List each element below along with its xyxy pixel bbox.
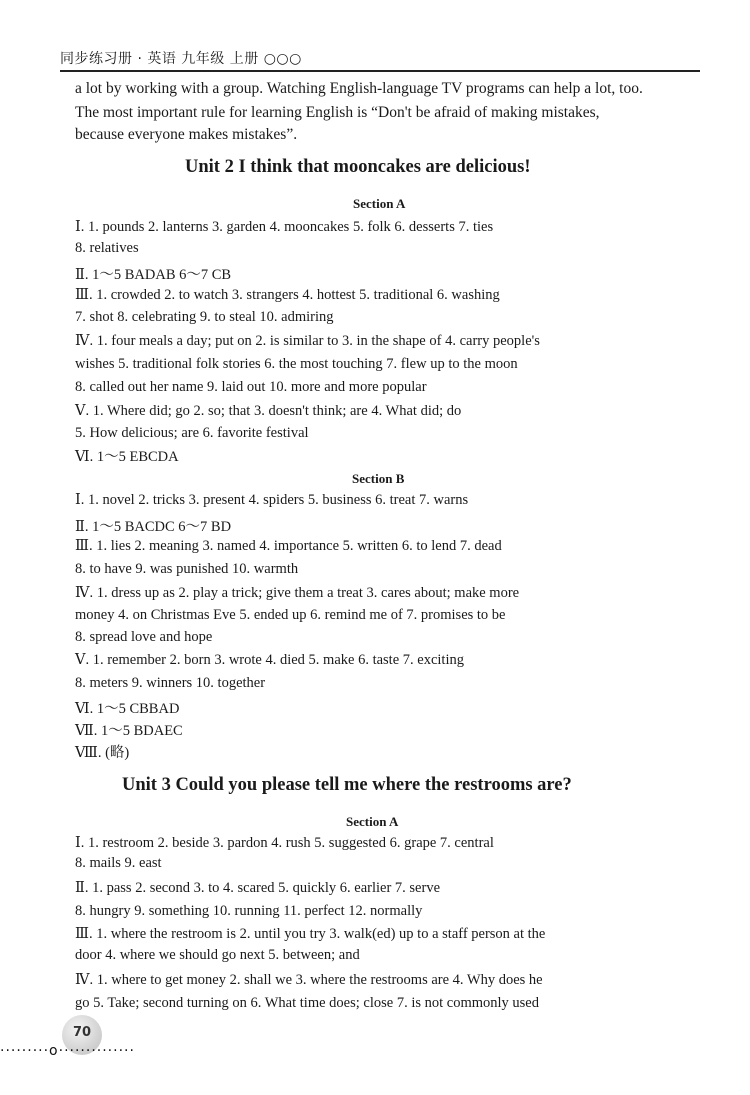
answer-line: 8. to have 9. was punished 10. warmth xyxy=(75,561,299,577)
book-title: 同步练习册 · 英语 九年级 上册 ○○○ xyxy=(60,51,302,67)
answer-line: 5. How delicious; are 6. favorite festival xyxy=(75,425,309,441)
answer-line: Ⅳ. 1. four meals a day; put on 2. is similar to 3. in the shape of 4. carry people's xyxy=(75,333,540,349)
answer-line: Ⅰ. 1. pounds 2. lanterns 3. garden 4. mooncakes 5. folk 6. desserts 7. ties xyxy=(75,219,494,235)
answer-line: Ⅰ. 1. restroom 2. beside 3. pardon 4. rush 5. suggested 6. grape 7. central xyxy=(75,835,494,851)
running-header xyxy=(60,48,700,72)
answer-line: Ⅳ. 1. where to get money 2. shall we 3. where the restrooms are 4. Why does he xyxy=(75,972,543,988)
unit-3-title: Unit 3 Could you please tell me where the restrooms are? xyxy=(122,775,572,795)
text-line: a lot by working with a group. Watching English-language TV programs can help a lot, too. xyxy=(75,80,643,97)
unit-2-section-a-title: Section A xyxy=(353,196,406,211)
answer-line: wishes 5. traditional folk stories 6. the most touching 7. flew up to the moon xyxy=(75,356,518,372)
answer-line: door 4. where we should go next 5. between; and xyxy=(75,947,360,963)
page-number: 70 xyxy=(72,1025,92,1040)
answer-line: Ⅲ. 1. lies 2. meaning 3. named 4. importance 5. written 6. to lend 7. dead xyxy=(75,538,502,554)
unit-2-title: Unit 2 I think that mooncakes are delicious! xyxy=(185,157,531,177)
answer-line: 8. mails 9. east xyxy=(75,855,162,871)
page-footer xyxy=(0,1015,220,1065)
text-line: because everyone makes mistakes”. xyxy=(75,126,298,143)
answer-line: Ⅳ. 1. dress up as 2. play a trick; give them a treat 3. cares about; make more xyxy=(75,585,520,601)
answer-line: Ⅵ. 1～5 CBBAD xyxy=(75,701,180,717)
answer-line: Ⅶ. 1～5 BDAEC xyxy=(75,723,183,739)
answer-line: Ⅵ. 1～5 EBCDA xyxy=(75,449,179,465)
footer-dots: ·········o·············· xyxy=(0,1043,135,1059)
answer-line: Ⅴ. 1. Where did; go 2. so; that 3. doesn't think; are 4. What did; do xyxy=(75,403,462,419)
answer-line: Ⅴ. 1. remember 2. born 3. wrote 4. died 5. make 6. taste 7. exciting xyxy=(75,652,464,668)
header-rule xyxy=(60,70,700,72)
answer-line: Ⅱ. 1～5 BADAB 6～7 CB xyxy=(75,267,232,283)
answer-line: 8. relatives xyxy=(75,240,139,256)
answer-line: 8. hungry 9. something 10. running 11. perfect 12. normally xyxy=(75,903,423,919)
answer-line: Ⅱ. 1～5 BACDC 6～7 BD xyxy=(75,519,232,535)
answer-line: Ⅲ. 1. where the restroom is 2. until you try 3. walk(ed) up to a staff person at the xyxy=(75,926,546,942)
unit-3-section-a-title: Section A xyxy=(346,814,399,829)
answer-line: 8. spread love and hope xyxy=(75,629,213,645)
answer-line: money 4. on Christmas Eve 5. ended up 6. remind me of 7. promises to be xyxy=(75,607,506,623)
answer-line: Ⅲ. 1. crowded 2. to watch 3. strangers 4. hottest 5. traditional 6. washing xyxy=(75,287,500,303)
unit-2-section-b-title: Section B xyxy=(352,471,405,486)
answer-line: Ⅰ. 1. novel 2. tricks 3. present 4. spiders 5. business 6. treat 7. warns xyxy=(75,492,469,508)
answer-line: 8. called out her name 9. laid out 10. more and more popular xyxy=(75,379,427,395)
text-line: The most important rule for learning English is “Don't be afraid of making mistakes, xyxy=(75,104,600,121)
answer-line: Ⅱ. 1. pass 2. second 3. to 4. scared 5. quickly 6. earlier 7. serve xyxy=(75,880,441,896)
answer-line: 7. shot 8. celebrating 9. to steal 10. admiring xyxy=(75,309,334,325)
answer-line: Ⅷ. (略) xyxy=(75,745,130,761)
answer-line: go 5. Take; second turning on 6. What time does; close 7. is not commonly used xyxy=(75,995,539,1011)
answer-line: 8. meters 9. winners 10. together xyxy=(75,675,266,691)
